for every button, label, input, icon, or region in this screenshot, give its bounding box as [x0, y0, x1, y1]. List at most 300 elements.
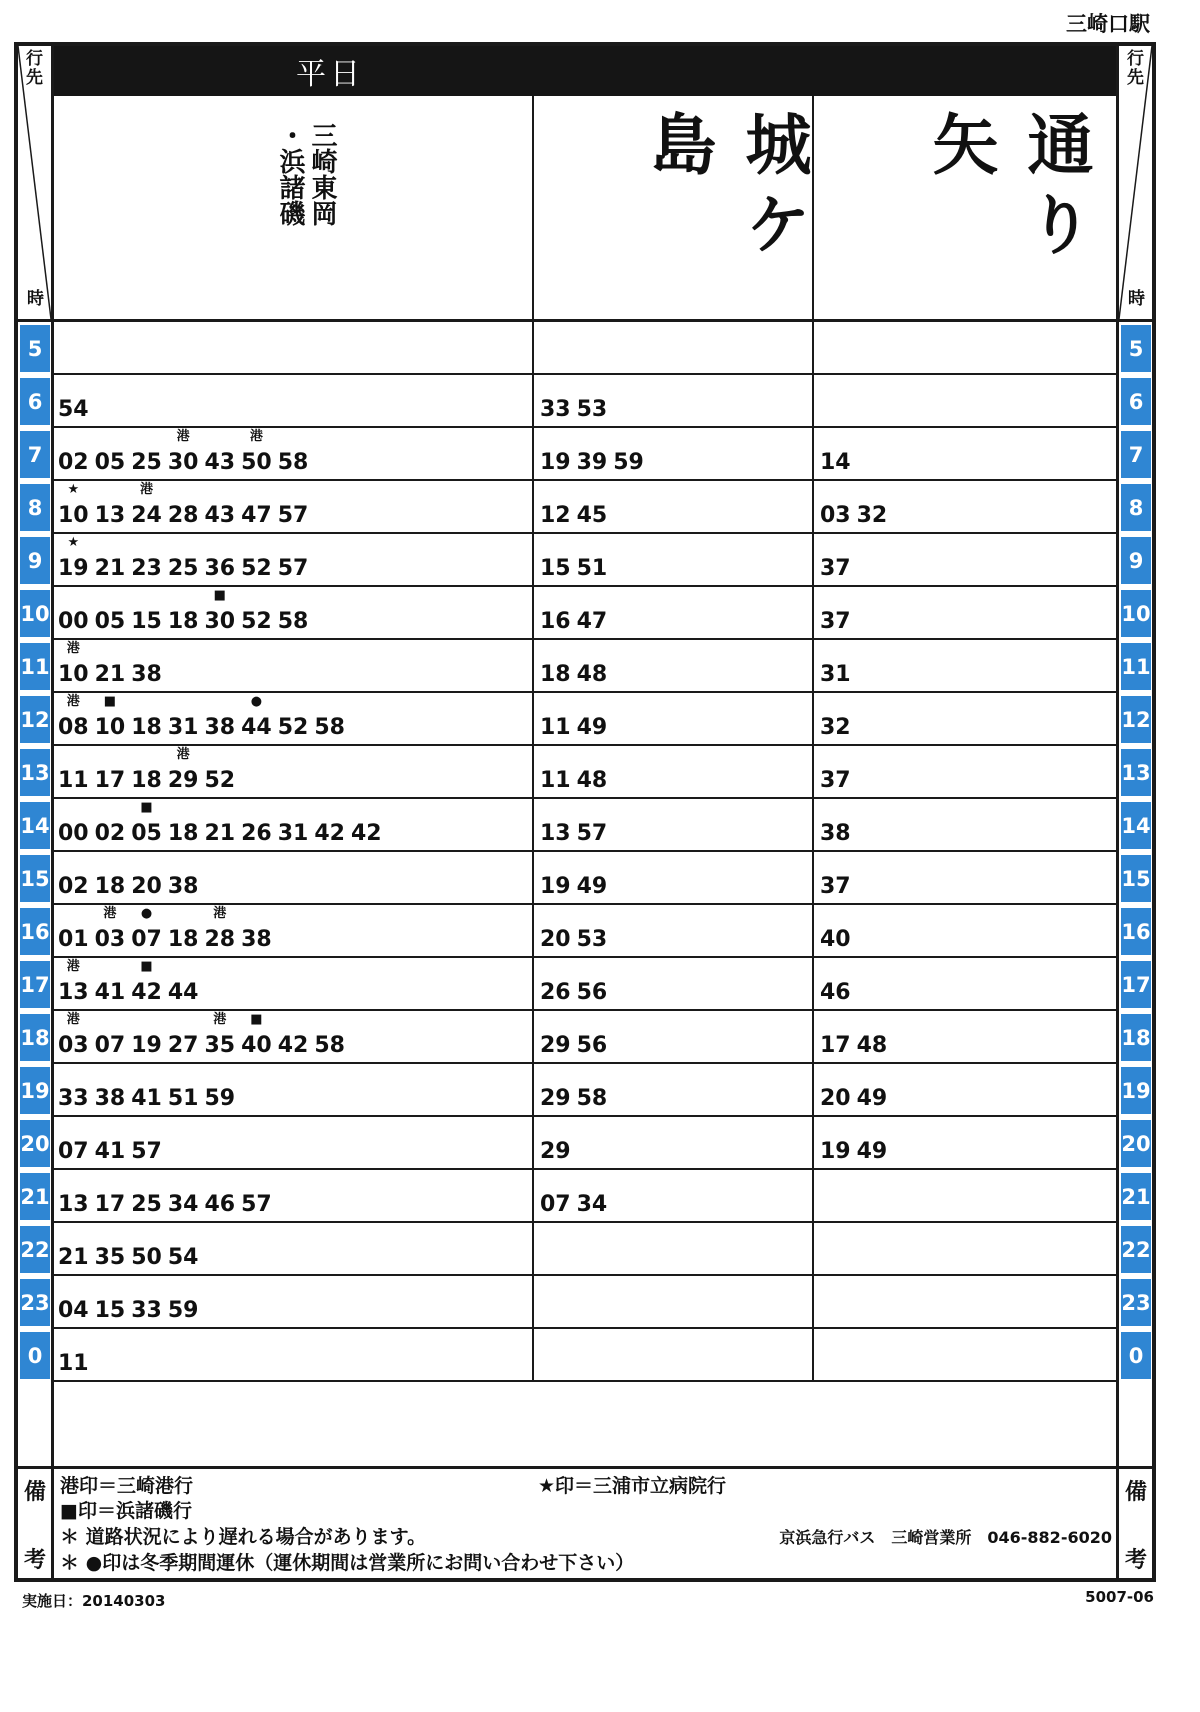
minute-value: 18	[167, 821, 199, 846]
hour-5: 5	[20, 325, 50, 372]
hour-22: 22	[20, 1226, 50, 1273]
minute-value: 59	[167, 1298, 199, 1323]
minute-value: 59	[613, 450, 644, 475]
hour-7: 7	[20, 431, 50, 478]
destination-mark: 港	[66, 694, 80, 709]
column-header-misaki-higashioka	[54, 96, 534, 322]
departure-minute	[857, 503, 888, 528]
hour-row	[54, 428, 1116, 481]
departure-minute	[540, 1139, 571, 1164]
minute-value: 41	[94, 1139, 126, 1164]
hour-0: 0	[1121, 1332, 1151, 1379]
hour-row	[54, 746, 1116, 799]
departure-list	[820, 874, 851, 899]
departure-minute	[131, 450, 162, 475]
times-jogashima	[534, 322, 814, 373]
departure-minute	[577, 1033, 608, 1058]
times-toriya	[814, 958, 1124, 1009]
departure-list	[820, 1086, 887, 1111]
minute-value: 13	[94, 503, 126, 528]
minute-value: 28	[167, 503, 199, 528]
departure-minute	[278, 556, 309, 581]
minute-value: 03	[58, 1033, 89, 1058]
departure-list	[540, 768, 607, 793]
departure-minute	[241, 927, 272, 952]
hour-row	[54, 640, 1116, 693]
departure-minute	[278, 450, 309, 475]
hour-row	[54, 1276, 1116, 1329]
departure-list	[540, 609, 607, 634]
departure-minute	[58, 1298, 89, 1323]
timetable-body	[54, 96, 1116, 1466]
times-toriya	[814, 428, 1124, 479]
departure-minute	[167, 747, 199, 793]
times-misaki-higashioka	[54, 428, 534, 479]
minute-value: 54	[58, 397, 89, 422]
hour-row	[54, 375, 1116, 428]
departure-list	[58, 641, 162, 687]
departure-minute	[131, 556, 162, 581]
departure-minute	[131, 662, 162, 687]
departure-list	[58, 1192, 272, 1217]
departure-minute	[241, 429, 272, 475]
departure-minute	[820, 927, 851, 952]
times-toriya	[814, 799, 1124, 850]
remark-winter: ＊ ●印は冬季期間運休（運休期間は営業所にお問い合わせ下さい）	[60, 1552, 635, 1574]
times-toriya	[814, 640, 1124, 691]
times-toriya	[814, 534, 1124, 585]
departure-minute	[540, 927, 571, 952]
hour-row	[54, 905, 1116, 958]
remarks-side-left	[18, 1466, 51, 1578]
minute-value: 10	[94, 715, 126, 740]
minute-value: 29	[167, 768, 199, 793]
departure-minute	[577, 821, 608, 846]
departure-list	[820, 715, 851, 740]
minute-value: 02	[94, 821, 126, 846]
departure-minute	[820, 1086, 851, 1111]
departure-minute	[540, 1033, 571, 1058]
minute-value: 26	[241, 821, 272, 846]
minute-value: 41	[94, 980, 126, 1005]
departure-minute	[241, 1012, 272, 1058]
column-header-toriya	[814, 96, 1124, 322]
times-misaki-higashioka	[54, 1223, 534, 1274]
departure-minute	[131, 906, 162, 952]
minute-value: 46	[820, 980, 851, 1005]
times-jogashima	[534, 852, 814, 903]
hour-21: 21	[1121, 1173, 1151, 1220]
minute-value: 15	[131, 609, 162, 634]
times-toriya	[814, 693, 1124, 744]
times-jogashima	[534, 799, 814, 850]
minute-value: 33	[58, 1086, 89, 1111]
minute-value: 07	[540, 1192, 571, 1217]
company-info: 京浜急行バス 三崎営業所 046-882-6020	[779, 1528, 1112, 1547]
minute-value: 44	[241, 715, 272, 740]
minute-value: 37	[820, 768, 851, 793]
departure-minute	[58, 450, 89, 475]
minute-value: 53	[576, 397, 608, 422]
departure-minute	[204, 588, 236, 634]
minute-value: 35	[204, 1033, 236, 1058]
minute-value: 17	[94, 768, 126, 793]
departure-minute	[241, 821, 272, 846]
departure-list	[58, 397, 89, 422]
minute-value: 51	[576, 556, 608, 581]
departure-minute	[167, 429, 199, 475]
minute-value: 11	[540, 715, 571, 740]
departure-minute	[540, 1086, 571, 1111]
minute-value: 54	[167, 1245, 199, 1270]
effective-date: 実施日：20140303	[22, 1592, 166, 1610]
departure-minute	[820, 1139, 851, 1164]
minute-value: 18	[167, 927, 199, 952]
destination-mark: ■	[140, 959, 153, 974]
hour-label: 時	[1128, 289, 1145, 309]
departure-minute	[613, 450, 644, 475]
departure-minute	[168, 1033, 199, 1058]
times-jogashima	[534, 905, 814, 956]
minute-value: 39	[576, 450, 608, 475]
column-header-line1: 三崎東岡	[307, 122, 337, 226]
minute-value: 17	[94, 1192, 126, 1217]
remarks-label-bottom: 考	[1125, 1548, 1148, 1573]
departure-minute	[131, 1033, 162, 1058]
hour-row	[54, 852, 1116, 905]
departure-minute	[168, 874, 199, 899]
minute-value: 25	[131, 450, 162, 475]
departure-list	[540, 1192, 607, 1217]
hour-row	[54, 1011, 1116, 1064]
departure-minute	[577, 874, 608, 899]
departure-minute	[278, 503, 309, 528]
departure-minute	[131, 482, 162, 528]
departure-minute	[205, 450, 236, 475]
minute-value: 52	[204, 768, 236, 793]
departure-list	[540, 821, 607, 846]
departure-minute	[95, 980, 126, 1005]
minute-value: 42	[277, 1033, 309, 1058]
departure-minute	[95, 874, 126, 899]
departure-list	[540, 1086, 607, 1111]
departure-list	[820, 1033, 887, 1058]
remarks-side-right	[1119, 1466, 1152, 1578]
minute-value: 29	[540, 1139, 571, 1164]
departure-list	[58, 429, 309, 475]
departure-minute	[95, 556, 126, 581]
minute-value: 52	[241, 609, 272, 634]
column-header-line2: ・浜諸磯	[275, 122, 305, 226]
minute-value: 51	[167, 1086, 199, 1111]
times-toriya	[814, 1329, 1124, 1380]
departure-minute	[95, 768, 126, 793]
hour-row	[54, 1223, 1116, 1276]
departure-minute	[351, 821, 382, 846]
times-misaki-higashioka	[54, 322, 534, 373]
departure-minute	[58, 1351, 89, 1376]
minute-value: 23	[131, 556, 162, 581]
departure-minute	[577, 927, 608, 952]
times-jogashima	[534, 534, 814, 585]
times-jogashima	[534, 693, 814, 744]
departure-minute	[820, 980, 851, 1005]
minute-value: 10	[58, 662, 89, 687]
departure-minute	[540, 715, 571, 740]
minute-value: 41	[131, 1086, 162, 1111]
departure-minute	[205, 1086, 236, 1111]
departure-list	[58, 959, 199, 1005]
departure-minute	[820, 503, 851, 528]
departure-minute	[857, 1139, 888, 1164]
minute-value: 43	[204, 450, 236, 475]
minute-value: 11	[58, 1351, 89, 1376]
minute-value: 57	[277, 503, 309, 528]
departure-minute	[820, 662, 851, 687]
minute-value: 03	[94, 927, 126, 952]
departure-minute	[95, 1298, 126, 1323]
minute-value: 57	[241, 1192, 272, 1217]
minute-value: 02	[58, 450, 89, 475]
hour-12: 12	[1121, 696, 1151, 743]
departure-minute	[857, 1033, 888, 1058]
hour-0: 0	[20, 1332, 50, 1379]
minute-value: 44	[167, 980, 199, 1005]
departure-minute	[168, 609, 199, 634]
departure-minute	[131, 1139, 162, 1164]
minute-value: 49	[576, 715, 608, 740]
times-misaki-higashioka	[54, 799, 534, 850]
hour-row	[54, 799, 1116, 852]
minute-value: 02	[58, 874, 89, 899]
minute-value: 30	[204, 609, 236, 634]
hour-19: 19	[1121, 1067, 1151, 1114]
remark-minato: 港印＝三崎港行	[60, 1475, 194, 1497]
departure-list	[820, 662, 851, 687]
minute-value: 52	[277, 715, 309, 740]
hour-6: 6	[1121, 378, 1151, 425]
departure-minute	[278, 609, 309, 634]
minute-value: 15	[94, 1298, 126, 1323]
hour-21: 21	[20, 1173, 50, 1220]
minute-value: 11	[58, 768, 89, 793]
minute-value: 38	[167, 874, 199, 899]
minute-value: 50	[241, 450, 272, 475]
minute-value: 47	[241, 503, 272, 528]
minute-value: 48	[576, 768, 608, 793]
times-jogashima	[534, 958, 814, 1009]
times-jogashima	[534, 1064, 814, 1115]
minute-value: 21	[204, 821, 236, 846]
timetable	[14, 42, 1156, 1582]
departure-minute	[58, 1139, 89, 1164]
times-jogashima	[534, 746, 814, 797]
minute-value: 34	[576, 1192, 608, 1217]
hour-10: 10	[1121, 590, 1151, 637]
departure-minute	[168, 1086, 199, 1111]
minute-value: 49	[856, 1139, 888, 1164]
minute-value: 35	[94, 1245, 126, 1270]
departure-minute	[540, 397, 571, 422]
hour-23: 23	[20, 1279, 50, 1326]
times-misaki-higashioka	[54, 852, 534, 903]
departure-list	[540, 1139, 571, 1164]
departure-minute	[577, 556, 608, 581]
hour-14: 14	[20, 802, 50, 849]
departure-list	[58, 874, 199, 899]
times-toriya	[814, 1170, 1124, 1221]
departure-minute	[58, 609, 89, 634]
hour-18: 18	[20, 1014, 50, 1061]
departure-minute	[95, 662, 126, 687]
departure-minute	[95, 609, 126, 634]
minute-value: 28	[204, 927, 236, 952]
hour-row	[54, 1329, 1116, 1382]
hour-row	[54, 958, 1116, 1011]
hour-6: 6	[20, 378, 50, 425]
minute-value: 32	[856, 503, 888, 528]
hour-8: 8	[1121, 484, 1151, 531]
times-toriya	[814, 746, 1124, 797]
times-jogashima	[534, 1117, 814, 1168]
minute-value: 18	[131, 715, 162, 740]
times-toriya	[814, 905, 1124, 956]
departure-minute	[205, 821, 236, 846]
minute-value: 18	[94, 874, 126, 899]
departure-minute	[577, 397, 608, 422]
departure-minute	[241, 1192, 272, 1217]
times-misaki-higashioka	[54, 534, 534, 585]
departure-list	[540, 556, 607, 581]
departure-minute	[58, 535, 89, 581]
minute-value: 57	[131, 1139, 162, 1164]
hour-11: 11	[20, 643, 50, 690]
times-toriya	[814, 375, 1124, 426]
minute-value: 07	[131, 927, 162, 952]
column-header-jogashima	[534, 96, 814, 322]
minute-value: 03	[820, 503, 851, 528]
times-misaki-higashioka	[54, 640, 534, 691]
minute-value: 19	[540, 874, 571, 899]
minute-value: 38	[204, 715, 236, 740]
minute-value: 58	[576, 1086, 608, 1111]
minute-value: 20	[131, 874, 162, 899]
departure-minute	[314, 715, 345, 740]
departure-minute	[577, 715, 608, 740]
departure-list	[540, 662, 607, 687]
hour-17: 17	[20, 961, 50, 1008]
departure-minute	[577, 1192, 608, 1217]
departure-minute	[168, 927, 199, 952]
departure-minute	[820, 609, 851, 634]
departure-minute	[205, 503, 236, 528]
times-jogashima	[534, 1223, 814, 1274]
hour-19: 19	[20, 1067, 50, 1114]
departure-list	[820, 980, 851, 1005]
document-code: 5007-06	[1085, 1588, 1154, 1606]
departure-minute	[131, 715, 162, 740]
times-toriya	[814, 1117, 1124, 1168]
departure-minute	[540, 450, 571, 475]
times-jogashima	[534, 1276, 814, 1327]
departure-list	[820, 768, 851, 793]
departure-minute	[577, 768, 608, 793]
minute-value: 53	[576, 927, 608, 952]
departure-minute	[820, 450, 851, 475]
departure-minute	[58, 1086, 89, 1111]
departure-minute	[314, 1033, 345, 1058]
departure-minute	[241, 556, 272, 581]
departure-list	[58, 747, 236, 793]
departure-minute	[58, 482, 89, 528]
departure-minute	[95, 1192, 126, 1217]
times-toriya	[814, 1223, 1124, 1274]
times-toriya	[814, 587, 1124, 638]
times-jogashima	[534, 640, 814, 691]
minute-value: 33	[540, 397, 571, 422]
destination-mark: 港	[103, 906, 117, 921]
minute-value: 05	[94, 450, 126, 475]
departure-minute	[131, 874, 162, 899]
minute-value: 34	[167, 1192, 199, 1217]
departure-list	[820, 556, 851, 581]
hour-row	[54, 1117, 1116, 1170]
times-jogashima	[534, 481, 814, 532]
departure-minute	[314, 821, 345, 846]
hour-13: 13	[1121, 749, 1151, 796]
minute-value: 58	[314, 715, 345, 740]
destination-mark: 港	[66, 1012, 80, 1027]
minute-value: 18	[540, 662, 571, 687]
departure-minute	[95, 1086, 126, 1111]
hour-row	[54, 587, 1116, 640]
hour-10: 10	[20, 590, 50, 637]
departure-minute	[540, 821, 571, 846]
remark-delay: ＊ 道路状況により遅れる場合があります。	[60, 1526, 427, 1548]
column-header-name: 通り矢	[921, 110, 1093, 270]
departure-minute	[241, 503, 272, 528]
destination-mark: ★	[67, 482, 80, 497]
times-jogashima	[534, 1011, 814, 1062]
minute-value: 14	[820, 450, 851, 475]
departure-list	[540, 397, 607, 422]
departure-minute	[94, 906, 126, 952]
hour-row	[54, 1064, 1116, 1117]
minute-value: 49	[856, 1086, 888, 1111]
remarks-label-top: 備	[24, 1480, 47, 1505]
times-jogashima	[534, 1170, 814, 1221]
departure-minute	[168, 1245, 199, 1270]
departure-minute	[58, 927, 89, 952]
departure-minute	[540, 768, 571, 793]
minute-value: 17	[820, 1033, 851, 1058]
departure-minute	[540, 609, 571, 634]
departure-minute	[540, 662, 571, 687]
departure-list	[820, 821, 851, 846]
departure-minute	[205, 556, 236, 581]
times-misaki-higashioka	[54, 1170, 534, 1221]
remark-square: ■印＝浜諸磯行	[60, 1500, 192, 1522]
departure-minute	[168, 821, 199, 846]
departure-minute	[131, 1086, 162, 1111]
minute-value: 58	[277, 609, 309, 634]
times-misaki-higashioka	[54, 481, 534, 532]
departure-minute	[168, 556, 199, 581]
hour-9: 9	[20, 537, 50, 584]
departure-minute	[577, 609, 608, 634]
times-jogashima	[534, 375, 814, 426]
hour-13: 13	[20, 749, 50, 796]
